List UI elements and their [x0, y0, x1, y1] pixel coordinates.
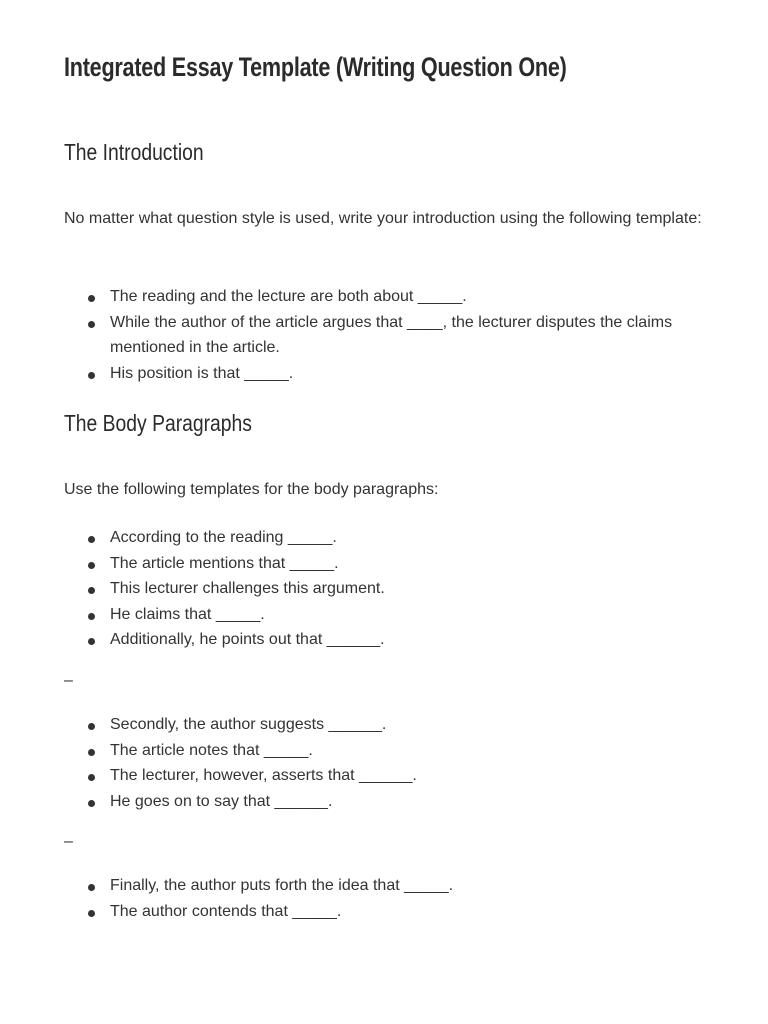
body-bullet-list-2: [64, 712, 714, 814]
bullet-icon: [88, 562, 95, 569]
list-item-text: Secondly, the author suggests ______.: [110, 716, 387, 733]
bullet-icon: [88, 372, 95, 379]
list-item-text: He claims that _____.: [110, 605, 265, 623]
list-item-text: While the author of the article argues that ____, the lecturer disputes the claims mentioned in the article.: [110, 313, 673, 356]
body-bullet-list-3: [64, 873, 714, 924]
intro-bullet-list: [64, 284, 714, 386]
separator-dash: –: [64, 833, 73, 850]
list-item: [64, 576, 714, 602]
bullet-icon: [88, 749, 95, 756]
bullet-icon: [88, 638, 95, 645]
list-item-text: The lecturer, however, asserts that ______.: [110, 767, 417, 784]
list-item: [64, 763, 714, 789]
list-item: [64, 284, 714, 310]
list-item: [64, 310, 714, 361]
list-item-text: The reading and the lecture are both about _____.: [110, 288, 467, 305]
bullet-icon: [88, 321, 95, 328]
list-item-text: He goes on to say that ______.: [110, 792, 333, 810]
section-heading-introduction: The Introduction: [64, 139, 204, 165]
page-title: Integrated Essay Template (Writing Question One): [64, 52, 567, 82]
separator-dash: –: [64, 672, 73, 689]
list-item: [64, 873, 714, 899]
list-item: [64, 789, 714, 815]
bullet-icon: [88, 536, 95, 543]
list-item-text: This lecturer challenges this argument.: [110, 580, 385, 597]
list-item-text: The article notes that _____.: [110, 741, 313, 759]
bullet-icon: [88, 613, 95, 620]
body-paragraph: Use the following templates for the body paragraphs:: [64, 481, 439, 498]
list-item-text: His position is that _____.: [110, 364, 294, 382]
list-item-text: Additionally, he points out that ______.: [110, 631, 385, 648]
list-item: [64, 627, 714, 653]
bullet-icon: [88, 587, 95, 594]
bullet-icon: [88, 295, 95, 302]
list-item: [64, 899, 714, 925]
bullet-icon: [88, 910, 95, 917]
list-item: [64, 712, 714, 738]
bullet-icon: [88, 774, 95, 781]
list-item: [64, 525, 714, 551]
bullet-icon: [88, 800, 95, 807]
intro-paragraph: No matter what question style is used, write your introduction using the following template:: [64, 210, 702, 227]
body-bullet-list-1: [64, 525, 714, 653]
list-item-text: The article mentions that _____.: [110, 554, 339, 572]
list-item: [64, 602, 714, 628]
list-item-text: According to the reading _____.: [110, 529, 337, 546]
bullet-icon: [88, 884, 95, 891]
list-item-text: Finally, the author puts forth the idea that _____.: [110, 877, 454, 894]
list-item-text: The author contends that _____.: [110, 902, 342, 920]
section-heading-body-paragraphs: The Body Paragraphs: [64, 410, 252, 436]
bullet-icon: [88, 723, 95, 730]
list-item: [64, 738, 714, 764]
list-item: [64, 551, 714, 577]
list-item: [64, 361, 714, 387]
